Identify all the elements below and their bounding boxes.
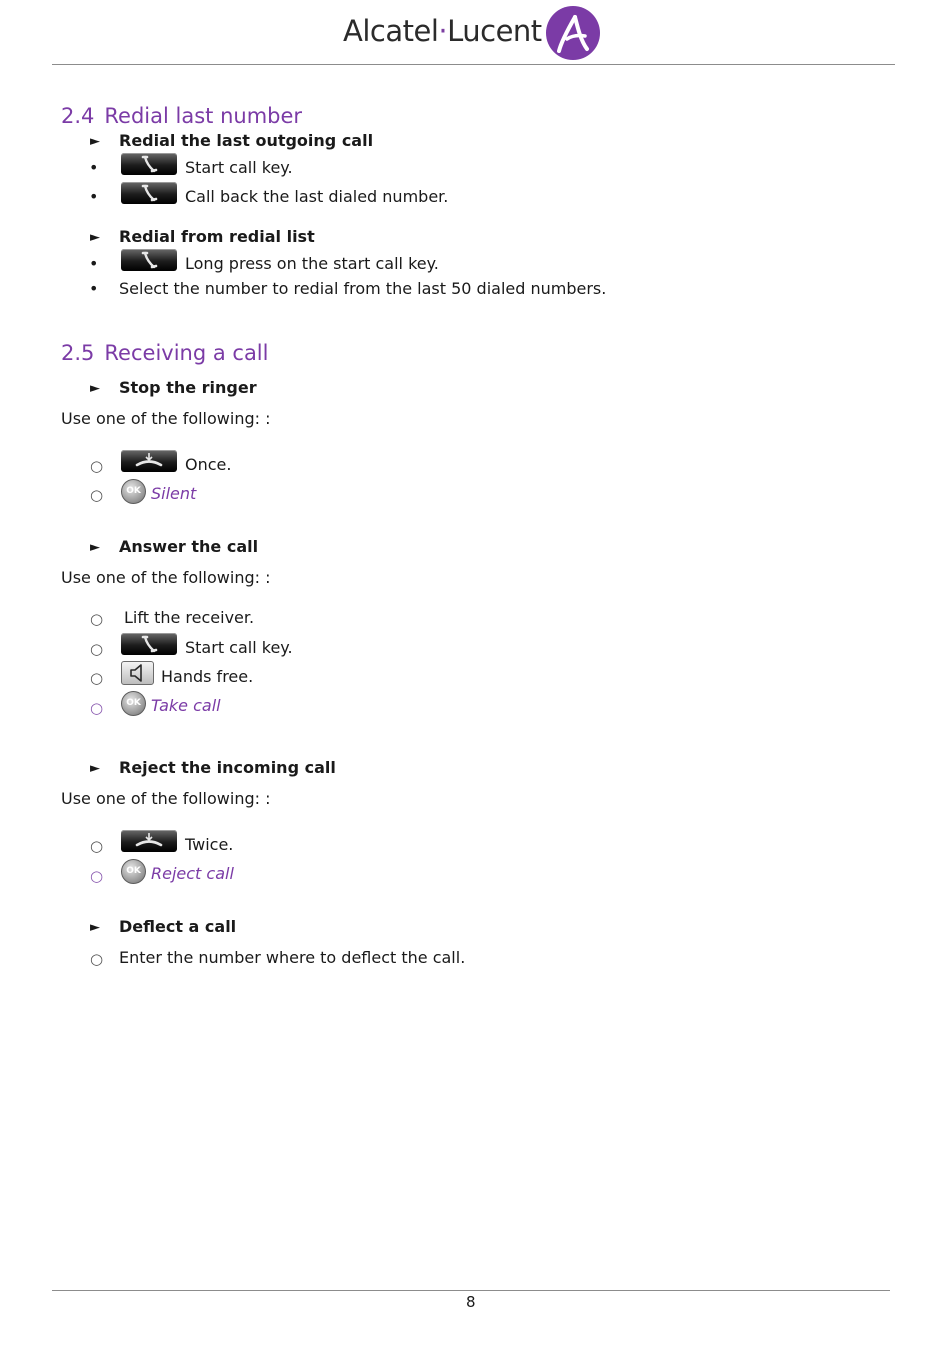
list-item-text: Hands free. <box>161 667 254 686</box>
list-item-text: Start call key. <box>185 158 293 177</box>
list-item-text: Once. <box>185 455 232 474</box>
brand-left: Alcatel <box>343 14 439 48</box>
ok-button-icon: OK <box>121 859 146 884</box>
alcatel-lucent-logo-icon <box>545 5 601 61</box>
subheading-deflect-call: Deflect a call <box>119 917 237 936</box>
triangle-bullet-icon: ► <box>90 134 100 149</box>
section-number: 2.5 <box>61 341 95 365</box>
circle-bullet-icon: ○ <box>90 610 104 628</box>
intro-text: Use one of the following: : <box>61 409 271 428</box>
circle-bullet-icon: ○ <box>90 699 104 717</box>
ok-button-icon: OK <box>121 691 146 716</box>
page-number: 8 <box>466 1293 476 1311</box>
circle-bullet-icon: ○ <box>90 486 104 504</box>
subheading-reject-call: Reject the incoming call <box>119 758 336 777</box>
section-title: Redial last number <box>104 104 303 128</box>
section-heading-redial <box>61 104 302 128</box>
start-call-key-icon <box>121 249 177 271</box>
circle-bullet-icon: ○ <box>90 950 104 968</box>
triangle-bullet-icon: ► <box>90 920 100 935</box>
list-item-text: Twice. <box>185 835 234 854</box>
brand-dot: · <box>438 14 448 48</box>
triangle-bullet-icon: ► <box>90 761 100 776</box>
list-item-text: Lift the receiver. <box>124 608 255 627</box>
hang-up-key-icon <box>121 450 177 472</box>
subheading-redial-outgoing: Redial the last outgoing call <box>119 131 374 150</box>
list-item-text: Select the number to redial from the last 50 dialed numbers. <box>119 279 607 298</box>
softkey-label: Take call <box>151 696 221 715</box>
circle-bullet-icon: ○ <box>90 640 104 658</box>
softkey-label: Reject call <box>151 864 234 883</box>
list-item-text: Enter the number where to deflect the call. <box>119 948 466 967</box>
circle-bullet-icon: ○ <box>90 837 104 855</box>
brand-wordmark <box>343 14 542 48</box>
section-number: 2.4 <box>61 104 95 128</box>
list-item-text: Long press on the start call key. <box>185 254 439 273</box>
bullet-icon: • <box>89 279 99 298</box>
intro-text: Use one of the following: : <box>61 568 271 587</box>
circle-bullet-icon: ○ <box>90 457 104 475</box>
start-call-key-icon <box>121 153 177 175</box>
bullet-icon: • <box>89 187 99 206</box>
circle-bullet-icon: ○ <box>90 867 104 885</box>
start-call-key-icon <box>121 633 177 655</box>
triangle-bullet-icon: ► <box>90 540 100 555</box>
list-item-text: Call back the last dialed number. <box>185 187 449 206</box>
subheading-answer-call: Answer the call <box>119 537 259 556</box>
subheading-redial-list: Redial from redial list <box>119 227 315 246</box>
footer-divider <box>52 1290 890 1291</box>
circle-bullet-icon: ○ <box>90 669 104 687</box>
triangle-bullet-icon: ► <box>90 381 100 396</box>
subheading-stop-ringer: Stop the ringer <box>119 378 257 397</box>
header-divider <box>52 64 895 65</box>
speaker-key-icon <box>121 661 154 685</box>
list-item-text: Start call key. <box>185 638 293 657</box>
hang-up-key-icon <box>121 830 177 852</box>
brand-right: Lucent <box>447 14 542 48</box>
start-call-key-icon <box>121 182 177 204</box>
section-heading-receiving <box>61 341 268 365</box>
ok-button-icon: OK <box>121 479 146 504</box>
intro-text: Use one of the following: : <box>61 789 271 808</box>
section-title: Receiving a call <box>104 341 269 365</box>
triangle-bullet-icon: ► <box>90 230 100 245</box>
bullet-icon: • <box>89 254 99 273</box>
softkey-label: Silent <box>151 484 197 503</box>
bullet-icon: • <box>89 158 99 177</box>
